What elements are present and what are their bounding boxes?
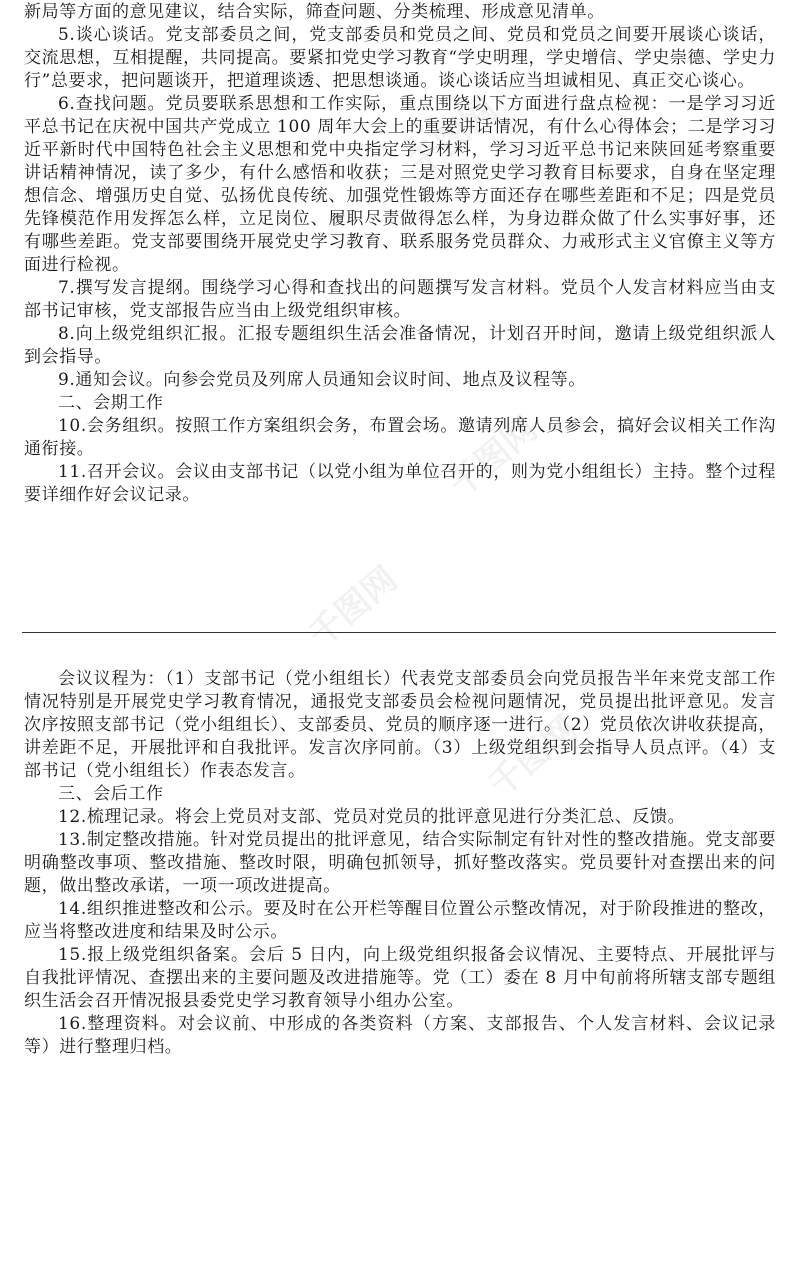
watermark-text: 千图网 bbox=[401, 89, 506, 186]
paragraph: 9.通知会议。向参会党员及列席人员通知会议时间、地点及议程等。 bbox=[58, 370, 586, 390]
paragraph: 15.报上级党组织备案。会后 5 日内，向上级党组织报备会议情况、主要特点、开展批评与自我批评情况、查摆出来的主要问题及改进措施等。党（工）委在 8 月中旬前将所辖支部专题组织生活会召开情况报县委党史学习教育领导小组办公室。 bbox=[24, 945, 776, 1011]
paragraph: 会议议程为：（1）支部书记（党小组组长）代表党支部委员会向党员报告半年来党支部工作情况特别是开展党史学习教育情况，通报党支部委员会检视问题情况，党员提出批评意见。发言次序按照支部书记（党小组组长）、支部委员、党员的顺序逐一进行。（2）党员依次讲收获提高，讲差距不足，开展批评和自我批评。发言次序同前。（3）上级党组织到会指导人员点评。（4）支部书记（党小组组长）作表态发言。 bbox=[24, 669, 776, 781]
paragraph: 6.查找问题。党员要联系思想和工作实际，重点围绕以下方面进行盘点检视：一是学习习近平总书记在庆祝中国共产党成立 100 周年大会上的重要讲话情况，有什么心得体会；二是学习习近平新时代中国特色社会主义思想和党中央指定学习材料，学习习近平总书记来陕回延考察重要讲话精神情况，读了多少，有什么感悟和收获；三是对照党史学习教育目标要求，自身在坚定理想信念、增强历史自觉、弘扬优良传统、加强党性锻炼等方面还存在哪些差距和不足；四是党员先锋模范作用发挥怎么样，立足岗位、履职尽责做得怎么样，为身边群众做了什么实事好事，还有哪些差距。党支部要围绕开展党史学习教育、联系服务党员群众、力戒形式主义官僚主义等方面进行检视。 bbox=[24, 94, 776, 275]
watermark-text: 千图网 bbox=[301, 559, 406, 656]
paragraph: 14.组织推进整改和公示。要及时在公开栏等醒目位置公示整改情况，对于阶段推进的整改，应当将整改进度和结果及时公示。 bbox=[24, 899, 776, 942]
paragraph: 16.整理资料。对会议前、中形成的各类资料（方案、支部报告、个人发言材料、会议记录等）进行整理归档。 bbox=[24, 1014, 776, 1057]
paragraph: 8.向上级党组织汇报。汇报专题组织生活会准备情况，计划召开时间，邀请上级党组织派人到会指导。 bbox=[24, 324, 776, 367]
paragraph: 13.制定整改措施。针对党员提出的批评意见，结合实际制定有针对性的整改措施。党支部要明确整改事项、整改措施、整改时限，明确包抓领导，抓好整改落实。党员要针对查摆出来的问题，做出整改承诺，一项一项改进提高。 bbox=[24, 830, 776, 896]
paragraph: 11.召开会议。会议由支部书记（以党小组为单位召开的，则为党小组组长）主持。整个过程要详细作好会议记录。 bbox=[24, 462, 776, 505]
watermark-text: 千图网 bbox=[441, 409, 546, 506]
watermark-text: 千图网 bbox=[481, 709, 586, 806]
section-heading: 三、会后工作 bbox=[58, 784, 164, 804]
body-text bbox=[24, 668, 776, 1059]
paragraph: 5.谈心谈话。党支部委员之间，党支部委员和党员之间、党员和党员之间要开展谈心谈话，交流思想，互相提醒，共同提高。要紧扣党史学习教育“学史明理，学史增信、学史崇德、学史力行”总要求，把问题谈开，把道理谈透、把思想谈通。谈心谈话应当坦诚相见、真正交心谈心。 bbox=[24, 25, 776, 91]
document-page-bottom bbox=[0, 640, 800, 1100]
paragraph: 12.梳理记录。将会上党员对支部、党员对党员的批评意见进行分类汇总、反馈。 bbox=[58, 807, 686, 827]
paragraph: 7.撰写发言提纲。围绕学习心得和查找出的问题撰写发言材料。党员个人发言材料应当由支部书记审核，党支部报告应当由上级党组织审核。 bbox=[24, 278, 776, 321]
body-text bbox=[24, 1, 776, 507]
section-heading: 二、会期工作 bbox=[58, 393, 164, 413]
paragraph: 新局等方面的意见建议，结合实际，筛查问题、分类梳理、形成意见清单。 bbox=[24, 2, 605, 22]
document-page-top bbox=[0, 0, 800, 600]
page-divider bbox=[22, 632, 776, 633]
paragraph: 10.会务组织。按照工作方案组织会务，布置会场。邀请列席人员参会，搞好会议相关工作沟通衔接。 bbox=[24, 416, 776, 459]
